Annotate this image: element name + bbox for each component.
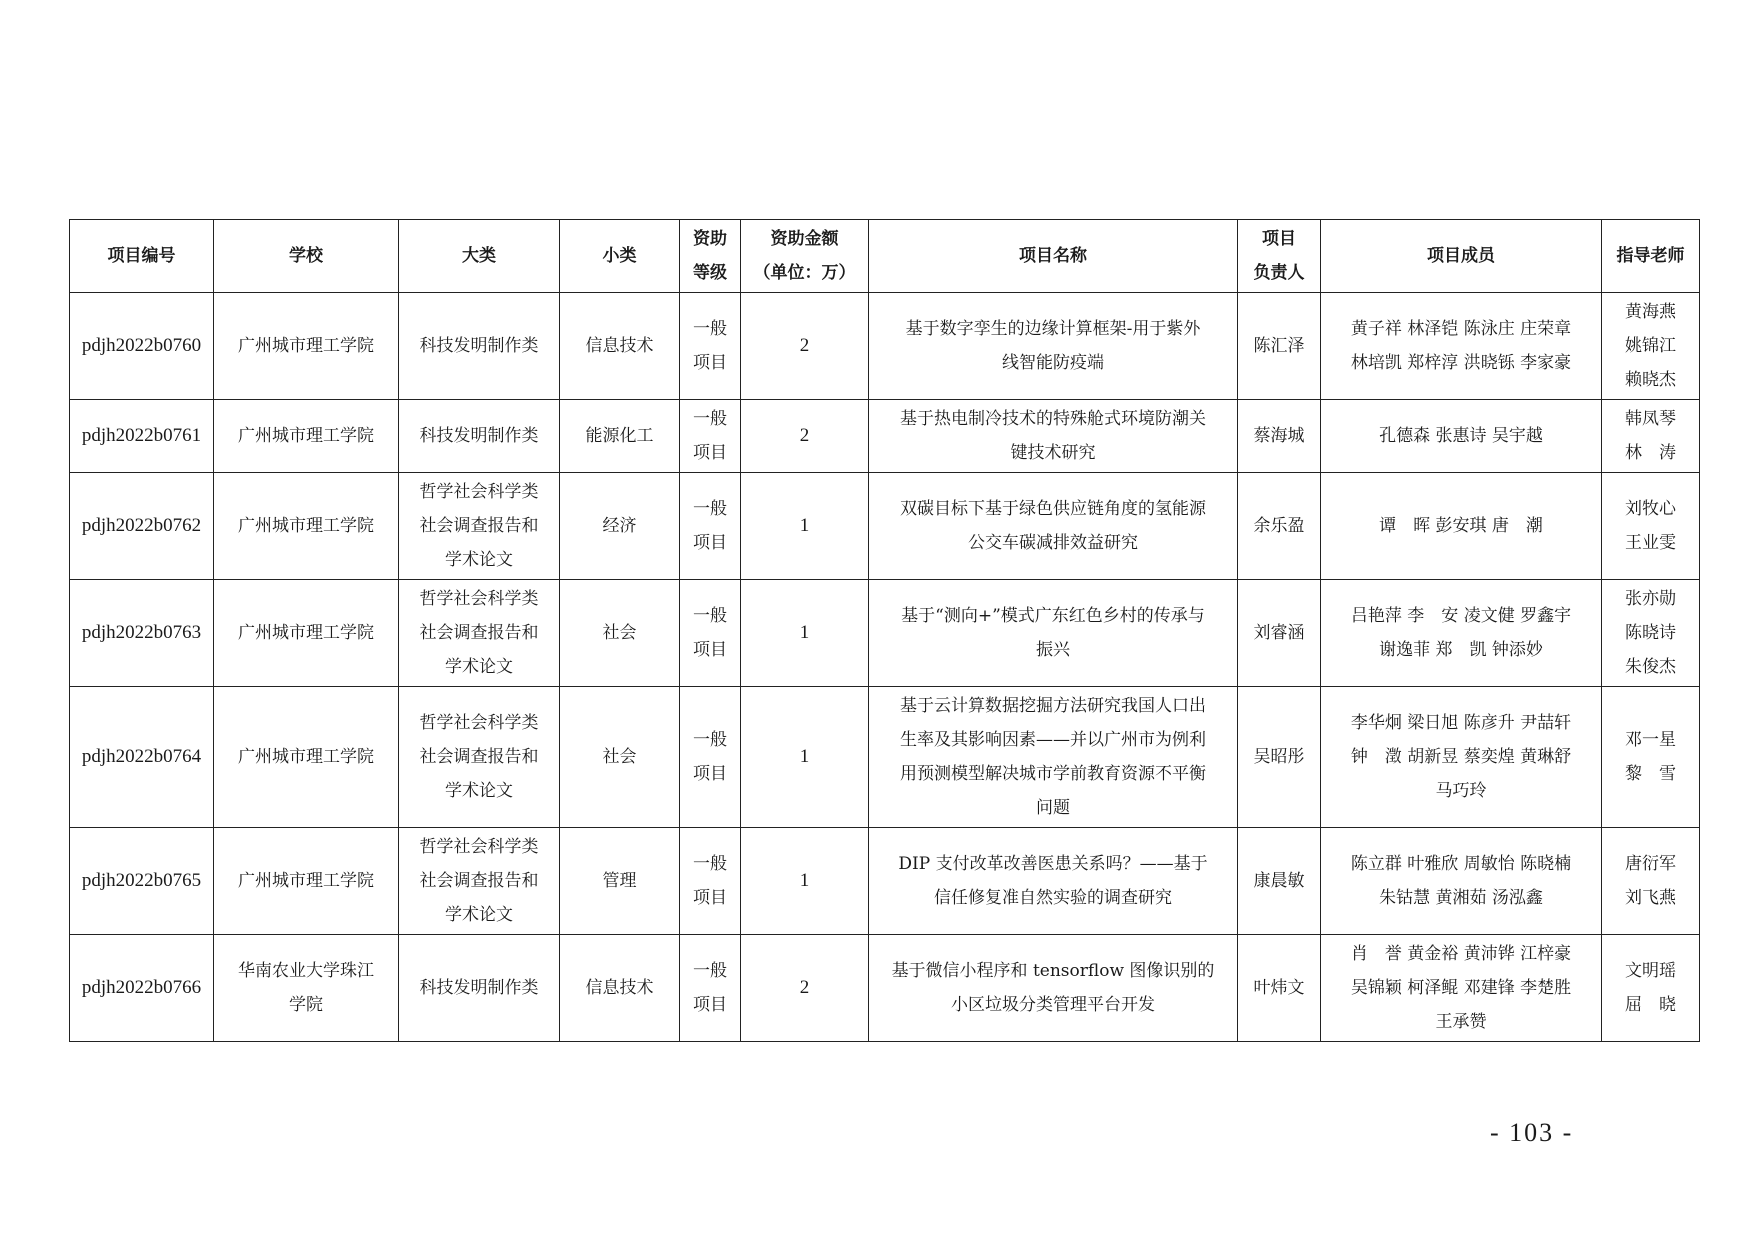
cell-school: 广州城市理工学院 bbox=[214, 580, 399, 687]
cell-project-name: 基于微信小程序和 tensorflow 图像识别的 小区垃圾分类管理平台开发 bbox=[869, 935, 1238, 1042]
header-row bbox=[70, 220, 1700, 293]
cell-advisor: 韩凤琴 林 涛 bbox=[1602, 400, 1700, 473]
cell-code: pdjh2022b0763 bbox=[70, 580, 214, 687]
cell-level: 一般 项目 bbox=[680, 473, 741, 580]
cell-project-name: 基于热电制冷技术的特殊舱式环境防潮关 键技术研究 bbox=[869, 400, 1238, 473]
cell-category: 哲学社会科学类 社会调查报告和 学术论文 bbox=[399, 687, 560, 828]
cell-members: 孔德森 张惠诗 吴宇越 bbox=[1321, 400, 1602, 473]
cell-advisor: 张亦勋 陈晓诗 朱俊杰 bbox=[1602, 580, 1700, 687]
cell-level: 一般 项目 bbox=[680, 828, 741, 935]
cell-amount: 1 bbox=[741, 580, 869, 687]
cell-advisor: 文明瑶 屈 晓 bbox=[1602, 935, 1700, 1042]
cell-amount: 2 bbox=[741, 935, 869, 1042]
table-row bbox=[70, 687, 1700, 828]
cell-advisor: 邓一星 黎 雪 bbox=[1602, 687, 1700, 828]
cell-level: 一般 项目 bbox=[680, 935, 741, 1042]
header-subcategory: 小类 bbox=[560, 220, 680, 293]
header-project-code: 项目编号 bbox=[70, 220, 214, 293]
cell-subcategory: 信息技术 bbox=[560, 935, 680, 1042]
page-number: - 103 - bbox=[1490, 1118, 1574, 1147]
table-row bbox=[70, 580, 1700, 687]
cell-members: 黄子祥 林泽铠 陈泳庄 庄荣章 林培凯 郑梓淳 洪晓铄 李家豪 bbox=[1321, 293, 1602, 400]
cell-project-name: 基于“测向+”模式广东红色乡村的传承与 振兴 bbox=[869, 580, 1238, 687]
cell-members: 肖 誉 黄金裕 黄沛铧 江梓豪 吴锦颖 柯泽鲲 邓建锋 李楚胜 王承赞 bbox=[1321, 935, 1602, 1042]
cell-project-name: 基于云计算数据挖掘方法研究我国人口出 生率及其影响因素——并以广州市为例利 用预测模型解决城市学前教育资源不平衡 问题 bbox=[869, 687, 1238, 828]
cell-advisor: 刘牧心 王业雯 bbox=[1602, 473, 1700, 580]
cell-level: 一般 项目 bbox=[680, 293, 741, 400]
cell-members: 陈立群 叶雅欣 周敏怡 陈晓楠 朱钴慧 黄湘茹 汤泓鑫 bbox=[1321, 828, 1602, 935]
project-table bbox=[69, 219, 1700, 1042]
cell-school: 华南农业大学珠江 学院 bbox=[214, 935, 399, 1042]
header-members: 项目成员 bbox=[1321, 220, 1602, 293]
cell-subcategory: 管理 bbox=[560, 828, 680, 935]
cell-amount: 2 bbox=[741, 400, 869, 473]
cell-project-name: 基于数字孪生的边缘计算框架-用于紫外 线智能防疫端 bbox=[869, 293, 1238, 400]
cell-school: 广州城市理工学院 bbox=[214, 293, 399, 400]
cell-amount: 2 bbox=[741, 293, 869, 400]
cell-leader: 康晨敏 bbox=[1238, 828, 1321, 935]
cell-leader: 余乐盈 bbox=[1238, 473, 1321, 580]
cell-code: pdjh2022b0761 bbox=[70, 400, 214, 473]
cell-category: 哲学社会科学类 社会调查报告和 学术论文 bbox=[399, 580, 560, 687]
table-row bbox=[70, 935, 1700, 1042]
cell-amount: 1 bbox=[741, 473, 869, 580]
cell-level: 一般 项目 bbox=[680, 400, 741, 473]
cell-subcategory: 信息技术 bbox=[560, 293, 680, 400]
cell-category: 哲学社会科学类 社会调查报告和 学术论文 bbox=[399, 473, 560, 580]
cell-leader: 叶炜文 bbox=[1238, 935, 1321, 1042]
cell-level: 一般 项目 bbox=[680, 687, 741, 828]
cell-leader: 蔡海城 bbox=[1238, 400, 1321, 473]
header-advisor: 指导老师 bbox=[1602, 220, 1700, 293]
cell-category: 科技发明制作类 bbox=[399, 293, 560, 400]
cell-subcategory: 社会 bbox=[560, 580, 680, 687]
header-category: 大类 bbox=[399, 220, 560, 293]
table-row bbox=[70, 828, 1700, 935]
cell-school: 广州城市理工学院 bbox=[214, 828, 399, 935]
cell-code: pdjh2022b0765 bbox=[70, 828, 214, 935]
cell-level: 一般 项目 bbox=[680, 580, 741, 687]
header-funding-level: 资助 等级 bbox=[680, 220, 741, 293]
cell-category: 科技发明制作类 bbox=[399, 400, 560, 473]
header-funding-amount: 资助金额 （单位：万） bbox=[741, 220, 869, 293]
cell-code: pdjh2022b0766 bbox=[70, 935, 214, 1042]
cell-subcategory: 社会 bbox=[560, 687, 680, 828]
cell-code: pdjh2022b0762 bbox=[70, 473, 214, 580]
cell-leader: 陈汇泽 bbox=[1238, 293, 1321, 400]
cell-members: 谭 晖 彭安琪 唐 潮 bbox=[1321, 473, 1602, 580]
cell-code: pdjh2022b0764 bbox=[70, 687, 214, 828]
table-row bbox=[70, 473, 1700, 580]
cell-school: 广州城市理工学院 bbox=[214, 687, 399, 828]
cell-school: 广州城市理工学院 bbox=[214, 473, 399, 580]
cell-members: 李华炯 梁日旭 陈彦升 尹喆轩 钟 澂 胡新昱 蔡奕煌 黄琳舒 马巧玲 bbox=[1321, 687, 1602, 828]
header-leader: 项目 负责人 bbox=[1238, 220, 1321, 293]
cell-category: 科技发明制作类 bbox=[399, 935, 560, 1042]
cell-leader: 吴昭彤 bbox=[1238, 687, 1321, 828]
cell-school: 广州城市理工学院 bbox=[214, 400, 399, 473]
cell-code: pdjh2022b0760 bbox=[70, 293, 214, 400]
header-project-name: 项目名称 bbox=[869, 220, 1238, 293]
cell-amount: 1 bbox=[741, 828, 869, 935]
cell-project-name: DIP 支付改革改善医患关系吗？——基于 信任修复准自然实验的调查研究 bbox=[869, 828, 1238, 935]
table-row bbox=[70, 293, 1700, 400]
cell-project-name: 双碳目标下基于绿色供应链角度的氢能源 公交车碳减排效益研究 bbox=[869, 473, 1238, 580]
cell-advisor: 黄海燕 姚锦江 赖晓杰 bbox=[1602, 293, 1700, 400]
cell-leader: 刘睿涵 bbox=[1238, 580, 1321, 687]
cell-amount: 1 bbox=[741, 687, 869, 828]
cell-members: 吕艳萍 李 安 凌文健 罗鑫宇 谢逸菲 郑 凯 钟添妙 bbox=[1321, 580, 1602, 687]
table-row bbox=[70, 400, 1700, 473]
header-school: 学校 bbox=[214, 220, 399, 293]
cell-subcategory: 经济 bbox=[560, 473, 680, 580]
cell-advisor: 唐衍军 刘飞燕 bbox=[1602, 828, 1700, 935]
cell-subcategory: 能源化工 bbox=[560, 400, 680, 473]
cell-category: 哲学社会科学类 社会调查报告和 学术论文 bbox=[399, 828, 560, 935]
